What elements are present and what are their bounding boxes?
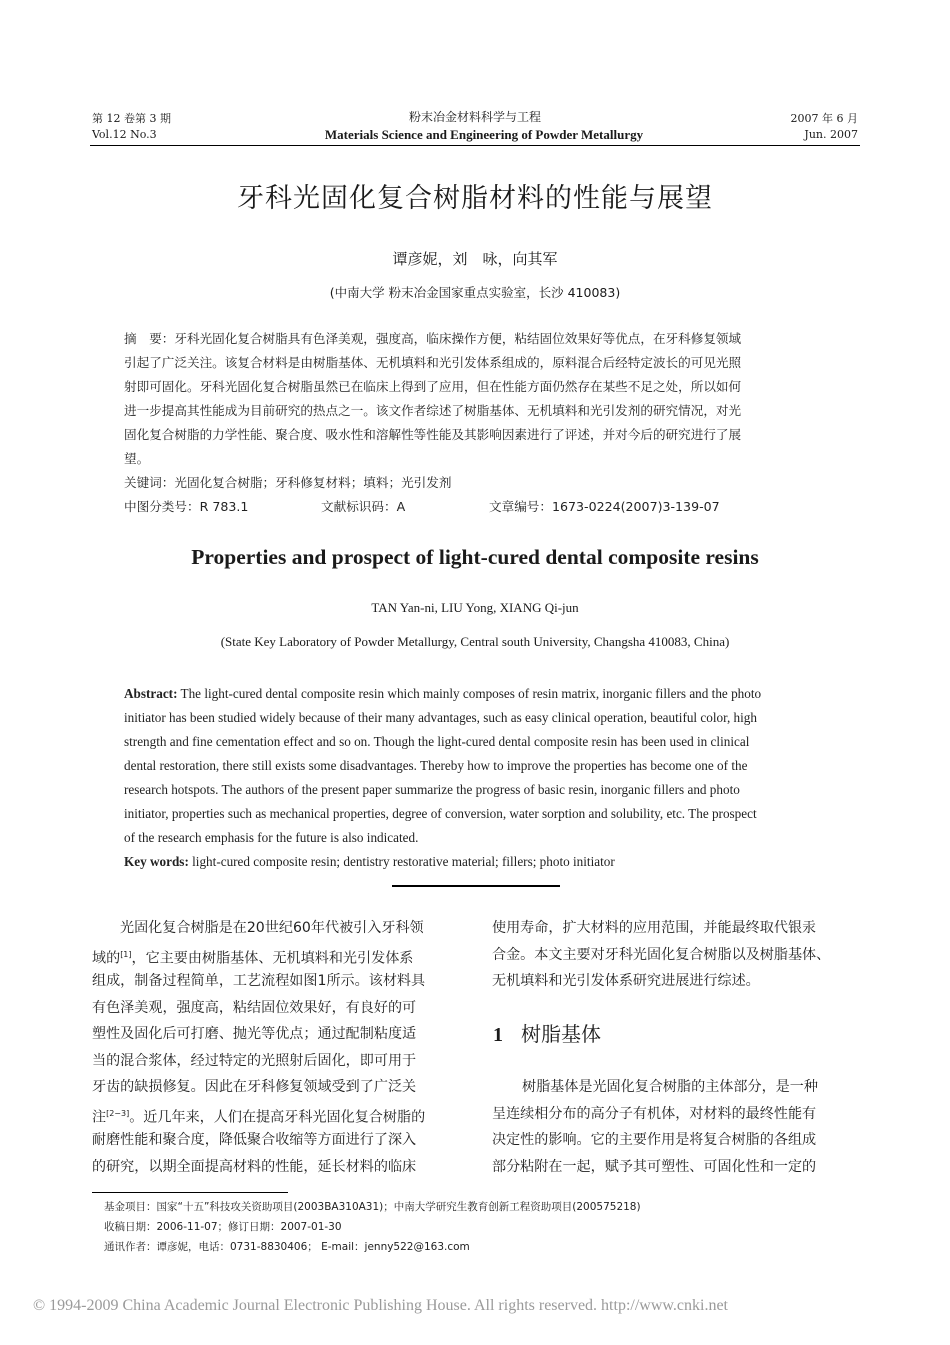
body-line: 的研究，以期全面提高材料的性能，延长材料的临床 [92, 1158, 417, 1175]
section-heading [493, 1018, 601, 1047]
authors-zh: 谭彦妮，刘 咏，向其军 [392, 250, 558, 268]
header-volume-zh: 第 12 卷第 3 期 [92, 112, 171, 125]
body-line: 使用寿命，扩大材料的应用范围，并能最终取代银汞 [492, 920, 817, 936]
paper-title-en: Properties and prospect of light-cured dental composite resins [191, 545, 759, 569]
body-line: 当的混合浆体，经过特定的光照射后固化，即可用于 [92, 1052, 417, 1069]
abstract-zh [124, 327, 830, 519]
abstract-en-line: research hotspots. The authors of the present paper summarize the progress of basic resin, inorganic fillers and photo [124, 782, 740, 797]
abstract-label: Abstract: [124, 686, 178, 701]
header-volume-en: Vol.12 No.3 [92, 128, 157, 141]
authors-en: TAN Yan-ni, LIU Yong, XIANG Qi-jun [371, 600, 579, 615]
section-body [492, 1074, 860, 1180]
paper-title-zh: 牙科光固化复合树脂材料的性能与展望 [237, 183, 713, 214]
body-line: 耐磨性能和聚合度，降低聚合收缩等方面进行了深入 [92, 1132, 417, 1148]
body-line: 无机填料和光引发体系研究进展进行综述。 [492, 973, 760, 989]
abstract-en-line: dental restoration, there still exists some disadvantages. Thereby how to improve the properties has become one of the [124, 758, 748, 773]
body-line: 有色泽美观，强度高，粘结固位效果好，有良好的可 [92, 999, 417, 1016]
body-column-left [92, 915, 460, 1180]
header-date-zh: 2007 年 6 月 [790, 112, 858, 125]
section-number: 1 [493, 1024, 503, 1046]
body-line: 部分粘附在一起，赋予其可塑性、可固化性和一定的 [492, 1158, 817, 1175]
journal-name-zh: 粉末冶金材料科学与工程 [408, 110, 541, 124]
abstract-en [124, 682, 828, 874]
copyright-watermark: © 1994-2009 China Academic Journal Electronic Publishing House. All rights reserved. http://www.cnki.net [33, 1297, 728, 1314]
citation-ref: [1] [120, 949, 132, 959]
header-date-en: Jun. 2007 [804, 128, 858, 141]
abstract-zh-line: 固化复合树脂的力学性能、聚合度、吸水性和溶解性等性能及其影响因素进行了评述，并对今后的研究进行了展 [124, 427, 742, 442]
affiliation-zh: (中南大学 粉末冶金国家重点实验室，长沙 410083) [329, 285, 621, 300]
abstract-en-line: Abstract: The light-cured dental composite resin which mainly composes of resin matrix, inorganic fillers and the photo [124, 686, 762, 701]
keywords-zh: 关键词：光固化复合树脂；牙科修复材料；填料；光引发剂 [124, 475, 452, 490]
body-line: 呈连续相分布的高分子有机体，对材料的最终性能有 [492, 1105, 817, 1122]
classification-row [124, 495, 830, 519]
header-rule [90, 145, 860, 146]
footnote-funding: 基金项目：国家“十五”科技攻关资助项目(2003BA310A31)；中南大学研究生教育创新工程资助项目(200575218) [104, 1201, 641, 1213]
abstract-zh-line: 射即可固化。牙科光固化复合树脂虽然已在临床上得到了应用，但在性能方面仍然存在某些不足之处，所以如何 [124, 379, 742, 394]
body-line: 合金。本文主要对牙科光固化复合树脂以及树脂基体、 [492, 946, 831, 963]
body-line: 树脂基体是光固化复合树脂的主体部分，是一种 [522, 1079, 818, 1095]
body-line: 塑性及固化后可打磨、抛光等优点；通过配制粘度适 [92, 1026, 417, 1042]
section-title: 树脂基体 [521, 1022, 601, 1046]
abstract-zh-line: 望。 [124, 451, 150, 466]
body-line: 组成，制备过程简单，工艺流程如图1所示。该材料具 [92, 973, 426, 989]
body-column-right [492, 915, 860, 995]
footnote-rule [92, 1192, 288, 1193]
keywords-label: Key words: [124, 854, 189, 869]
abstract-en-line: initiator has been studied widely because of their many advantages, such as easy clinical operation, beautiful color, high [124, 710, 757, 725]
citation-ref: [2−3] [106, 1108, 130, 1118]
affiliation-en: (State Key Laboratory of Powder Metallurgy, Central south University, Changsha 410083, China) [220, 634, 730, 649]
abstract-en-line: of the research emphasis for the future is also indicated. [124, 830, 419, 845]
body-line: 域的[1]，它主要由树脂基体、无机填料和光引发体系 [92, 949, 414, 967]
body-line: 牙齿的缺损修复。因此在牙科修复领域受到了广泛关 [92, 1079, 417, 1095]
body-line: 光固化复合树脂是在20世纪60年代被引入牙科领 [120, 920, 424, 936]
footnote-contact: 通讯作者：谭彦妮，电话：0731-8830406； E-mail：jenny522@163.com [104, 1241, 470, 1253]
journal-name-en: Materials Science and Engineering of Powder Metallurgy [324, 127, 644, 142]
abstract-zh-line: 引起了广泛关注。该复合材料是由树脂基体、无机填料和光引发体系组成的，原料混合后经特定波长的可见光照 [124, 355, 742, 370]
document-code: 文献标识码：A [321, 499, 406, 514]
abstract-en-line: initiator, properties such as mechanical properties, degree of conversion, water sorption and solubility, etc. The prospect [124, 806, 757, 821]
abstract-separator [392, 885, 560, 887]
abstract-zh-line: 摘 要：牙科光固化复合树脂具有色泽美观，强度高，临床操作方便，粘结固位效果好等优点，在牙科修复领域 [124, 331, 742, 346]
body-line: 注[2−3]。近几年来，人们在提高牙科光固化复合树脂的 [92, 1108, 426, 1126]
body-line: 决定性的影响。它的主要作用是将复合树脂的各组成 [492, 1132, 817, 1148]
abstract-en-line: strength and fine cementation effect and so on. Though the light-cured dental composite resin has been used in clinical [124, 734, 750, 749]
abstract-zh-line: 进一步提高其性能成为目前研究的热点之一。该文作者综述了树脂基体、无机填料和光引发剂的研究情况，对光 [124, 403, 742, 418]
footnote-dates: 收稿日期：2006-11-07；修订日期：2007-01-30 [104, 1221, 342, 1233]
keywords-en: Key words: light-cured composite resin; dentistry restorative material; fillers; photo initiator [124, 854, 615, 869]
article-number: 文章编号：1673-0224(2007)3-139-07 [489, 499, 720, 514]
clc-number: 中图分类号：R 783.1 [124, 499, 249, 514]
